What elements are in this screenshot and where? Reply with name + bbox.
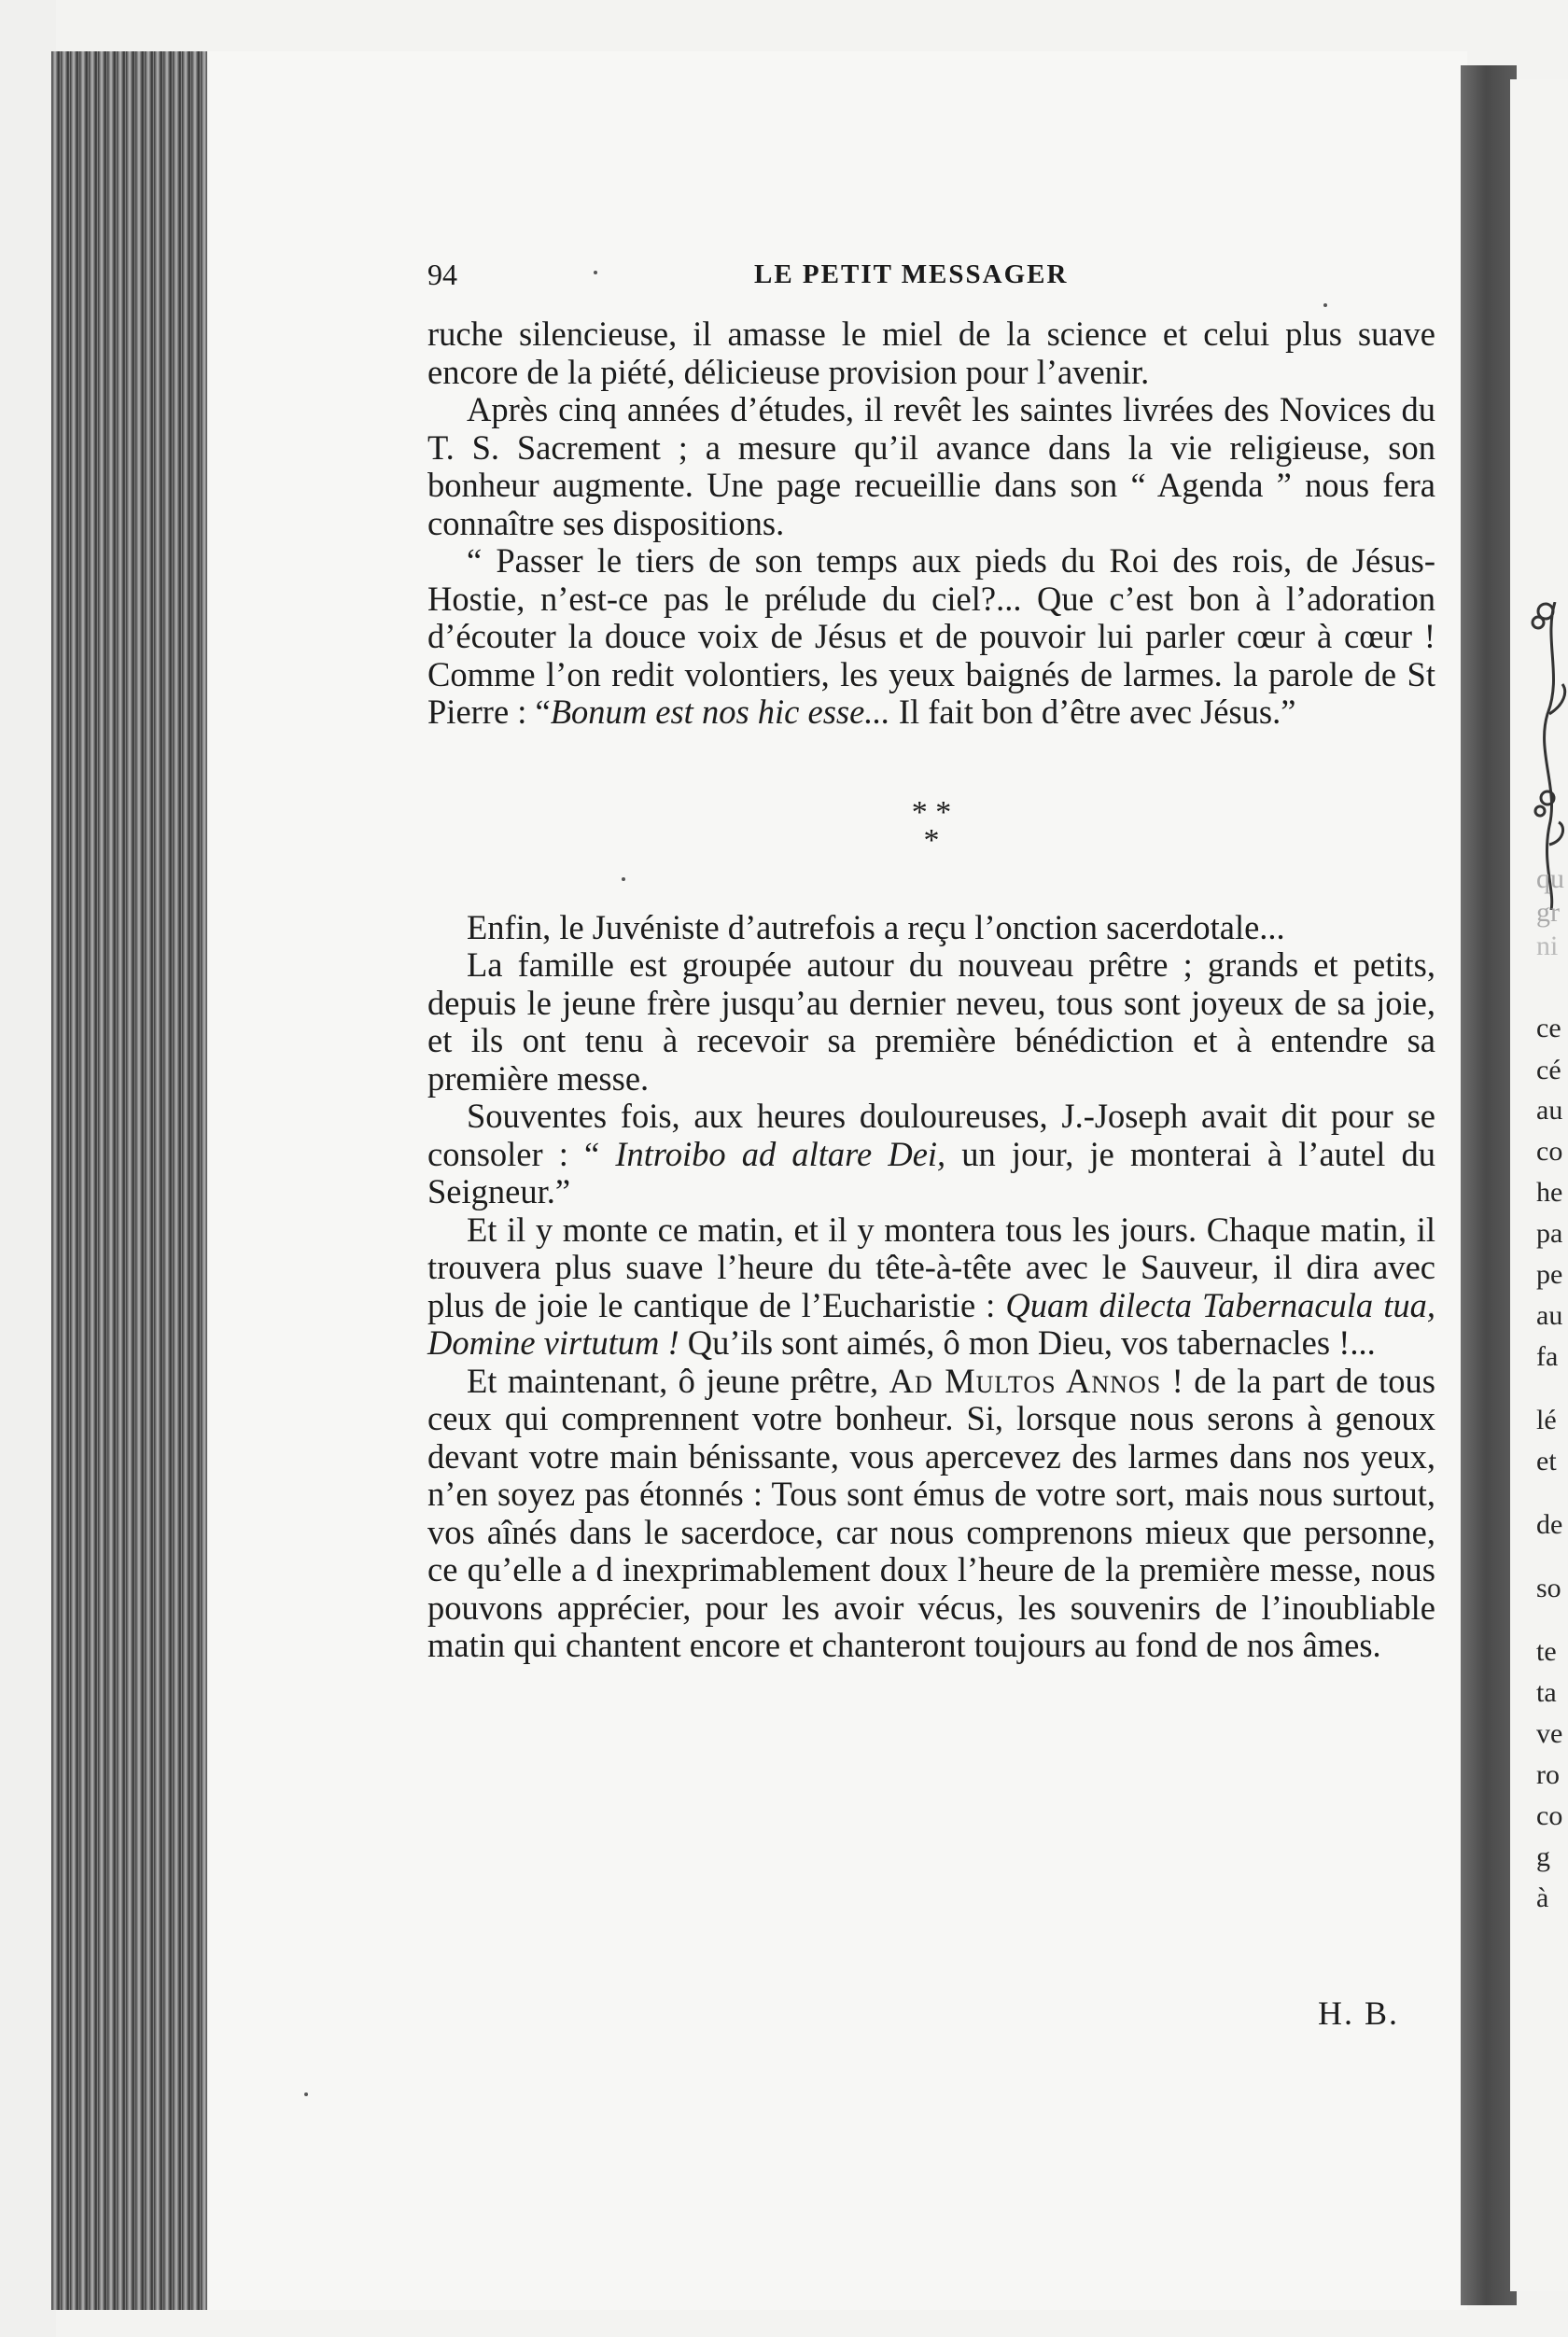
text-run: Et il y monte ce matin, et il y montera tous les jours. Chaque matin, il trouvera plus suave l’heure du tête-à-tête avec le Sauveur, il dira avec plus de joie le cantique de l’Eucharistie : bbox=[427, 1210, 1435, 1324]
facing-fragment: ve bbox=[1536, 1718, 1563, 1749]
facing-fragment: et bbox=[1536, 1446, 1557, 1476]
asterism-top: * * bbox=[911, 794, 952, 830]
page-number: 94 bbox=[427, 258, 457, 291]
asterism-separator bbox=[427, 794, 1435, 858]
quotation-paragraph bbox=[427, 542, 1435, 732]
facing-fragment: co bbox=[1536, 1136, 1563, 1167]
text-run: Et maintenant, ô jeune prêtre, bbox=[467, 1361, 889, 1400]
facing-fragment: pa bbox=[1536, 1218, 1563, 1249]
paper-speck bbox=[594, 271, 597, 274]
author-signature: H. B. bbox=[1318, 1994, 1400, 2032]
page-edges bbox=[51, 51, 210, 2310]
text-run: Qu’ils sont aimés, ô mon Dieu, vos tabernacles !... bbox=[679, 1323, 1376, 1362]
facing-fragment: te bbox=[1536, 1636, 1557, 1667]
facing-fragment: au bbox=[1536, 1095, 1563, 1126]
paragraph bbox=[427, 1363, 1435, 1665]
paragraph: ruche silencieuse, il amasse le miel de la science et celui plus suave encore de la piété, délicieuse provision pour l’avenir. bbox=[427, 315, 1435, 391]
running-head bbox=[427, 258, 1379, 295]
latin-quote: Quam dilecta Tabernacula tua, Domine virtutum ! bbox=[427, 1285, 1435, 1362]
running-title: LE PETIT MESSAGER bbox=[754, 259, 1069, 289]
facing-fragment: de bbox=[1536, 1509, 1563, 1540]
text-run: Souventes fois, aux heures douloureuses, J.-Joseph avait dit pour se consoler : “ bbox=[427, 1097, 1435, 1173]
facing-page bbox=[1510, 79, 1568, 2291]
paragraph: La famille est groupée autour du nouveau prêtre ; grands et petits, depuis le jeune frère jusqu’au dernier neveu, tous sont joyeux de sa joie, et ils ont tenu à recevoir sa première bénédiction et à entendre sa première messe. bbox=[427, 945, 1435, 1098]
facing-fragment: gr bbox=[1536, 897, 1560, 928]
facing-fragment: pe bbox=[1536, 1259, 1563, 1290]
facing-fragment: à bbox=[1536, 1882, 1549, 1913]
facing-fragment: g bbox=[1536, 1841, 1550, 1872]
paragraph bbox=[427, 1098, 1435, 1211]
text-run: “ Passer le tiers de son temps aux pieds du Roi des rois, de Jésus-Hostie, n’est-ce pas le prélude du ciel?... Que c’est bon à l’adoration d’écouter la douce voix de Jésus et de pouvoir lui parler cœur à cœur ! Comme l’on redit volontiers, les yeux baignés de larmes. la parole de St Pierre : “ bbox=[427, 541, 1435, 731]
facing-fragment: ro bbox=[1536, 1759, 1560, 1790]
text-run: ! de la part de tous ceux qui comprennent votre bonheur. Si, lorsque nous serons à genoux devant votre main bénissante, vous apercevez des larmes dans nos yeux, n’en soyez pas étonnés : Tous sont émus de votre sort, mais nous surtout, vos aînés dans le sacerdoce, car nous comprenons mieux que personne, ce qu’elle a d inexprimablement doux l’heure de la première messe, nous pouvons apprécier, pour les avoir vécus, les souvenirs de l’inoubliable matin qui chantent encore et chanteront toujours au fond de nos âmes. bbox=[427, 1361, 1435, 1664]
paper-speck bbox=[304, 2092, 308, 2096]
asterism-bottom: * bbox=[923, 822, 940, 858]
facing-fragment: he bbox=[1536, 1177, 1563, 1208]
latin-quote: Bonum est nos hic esse... bbox=[550, 693, 890, 731]
paper-speck bbox=[1323, 303, 1327, 307]
facing-fragment: qu bbox=[1536, 863, 1564, 894]
facing-fragment: ni bbox=[1536, 931, 1559, 961]
paragraph: Après cinq années d’études, il revêt les saintes livrées des Novices du T. S. Sacrement ; a mesure qu’il avance dans la vie religieuse, son bonheur augmente. Une page recueillie dans son “ Agenda ” nous fera connaître ses dispositions. bbox=[427, 390, 1435, 542]
text-run: Il fait bon d’être avec Jésus.” bbox=[889, 693, 1296, 731]
facing-fragment: ce bbox=[1536, 1013, 1561, 1043]
paper-speck bbox=[622, 877, 625, 881]
facing-fragment: so bbox=[1536, 1573, 1561, 1603]
facing-fragment: co bbox=[1536, 1800, 1563, 1831]
paragraph bbox=[427, 1211, 1435, 1363]
left-binding bbox=[0, 0, 56, 2337]
paragraph: Enfin, le Juvéniste d’autrefois a reçu l’onction sacerdotale... bbox=[467, 907, 1285, 946]
facing-fragment: cé bbox=[1536, 1055, 1561, 1085]
facing-fragment: lé bbox=[1536, 1405, 1557, 1435]
smallcaps-phrase: Ad Multos Annos bbox=[889, 1361, 1162, 1400]
article-body bbox=[427, 315, 1435, 1665]
gutter-shadow bbox=[1461, 65, 1517, 2305]
facing-fragment: ta bbox=[1536, 1677, 1557, 1708]
latin-quote: Introibo ad altare Dei, bbox=[615, 1134, 946, 1173]
facing-fragment: au bbox=[1536, 1300, 1563, 1331]
text-run: un jour, je monterai à l’autel du Seigneur.” bbox=[427, 1134, 1435, 1210]
facing-fragment: fa bbox=[1536, 1341, 1559, 1372]
